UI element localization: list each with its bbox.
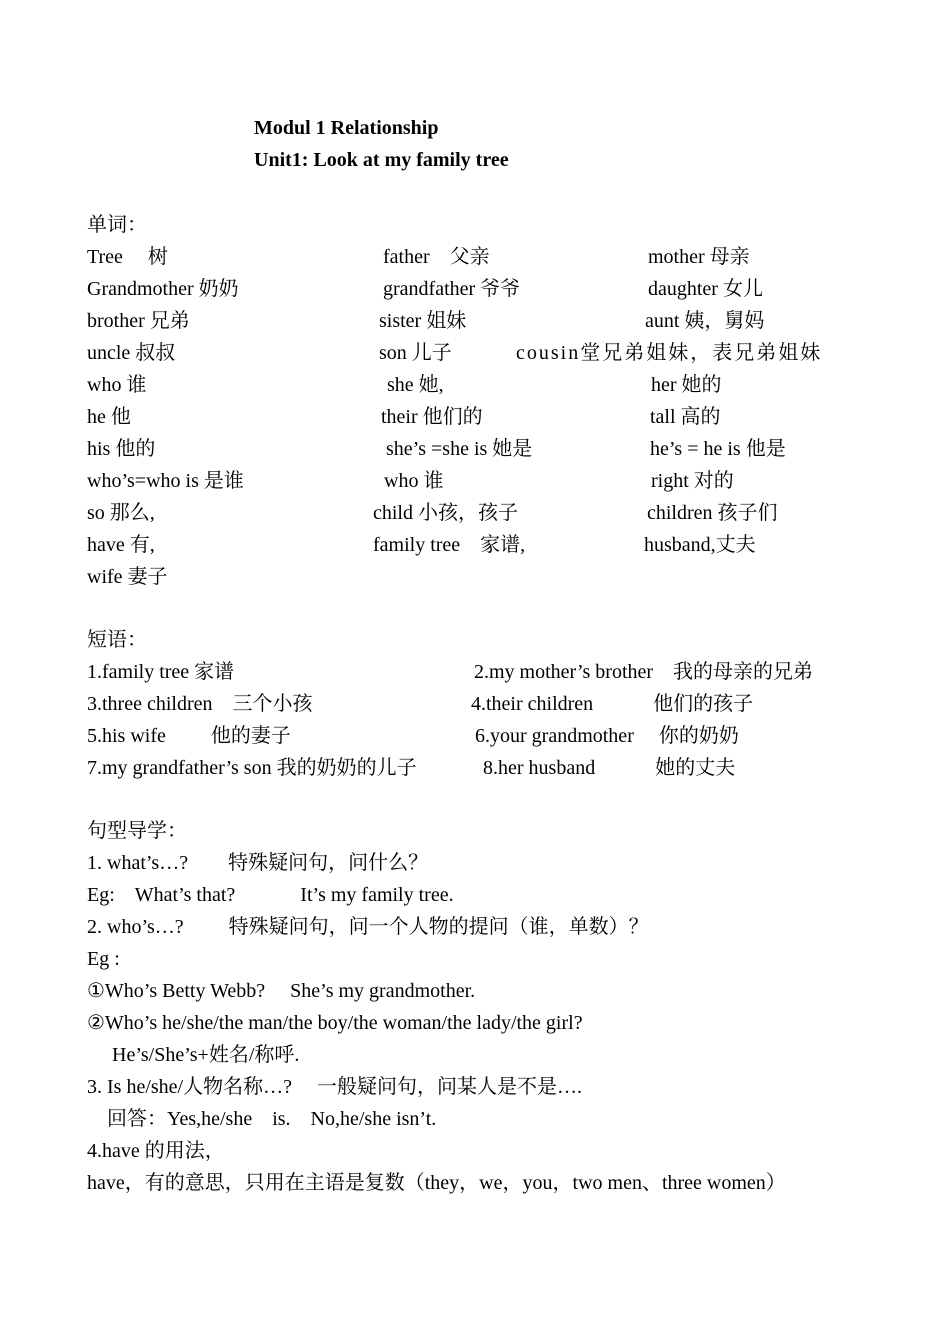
vocab-cell: so 那么, [87,502,155,524]
patterns-label: 句型导学： [87,820,187,842]
vocab-row [0,468,950,498]
vocab-cell: right 对的 [651,470,734,492]
phrase-cell: 6.your grandmother 你的奶奶 [475,725,739,747]
pattern-line: Eg : [87,948,120,970]
vocab-cell: she’s =she is 她是 [386,438,533,460]
vocab-row [0,276,950,306]
vocab-cell: mother 母亲 [648,246,750,268]
pattern-line: 回答：Yes,he/she is. No,he/she isn’t. [87,1108,437,1130]
phrase-row [0,659,950,689]
vocab-cell: who 谁 [87,374,147,396]
pattern-line: have，有的意思，只用在主语是复数（they，we，you，two men、three women） [87,1172,786,1194]
vocab-cell: wife 妻子 [87,566,168,588]
vocab-row [0,532,950,562]
pattern-line: 4.have 的用法， [87,1140,225,1162]
vocab-cell: children 孩子们 [647,502,778,524]
phrase-row [0,691,950,721]
phrase-cell: 3.three children 三个小孩 [87,693,313,715]
vocab-cell: son 儿子 [379,342,452,364]
vocab-row [0,564,950,594]
vocab-cell: have 有, [87,534,155,556]
pattern-line: ②Who’s he/she/the man/the boy/the woman/the lady/the girl? [87,1012,583,1034]
phrase-cell: 2.my mother’s brother 我的母亲的兄弟 [474,661,814,683]
vocab-cell: he’s = he is 他是 [650,438,786,460]
phrase-cell: 1.family tree 家谱 [87,661,235,683]
vocab-cell: brother 兄弟 [87,310,190,332]
vocab-row [0,372,950,402]
vocab-cell: husband,丈夫 [644,534,756,556]
vocab-row [0,340,950,370]
vocab-cell: aunt 姨，舅妈 [645,310,765,332]
vocab-cell: his 他的 [87,438,156,460]
vocab-cell: sister 姐妹 [379,310,467,332]
module-title: Modul 1 Relationship [254,117,439,139]
vocab-cell: child 小孩，孩子 [373,502,518,524]
unit-title: Unit1: Look at my family tree [254,149,509,171]
vocab-cell: who’s=who is 是谁 [87,470,244,492]
pattern-line: ①Who’s Betty Webb? She’s my grandmother. [87,980,476,1002]
vocab-cell: uncle 叔叔 [87,342,176,364]
phrase-cell: 8.her husband 她的丈夫 [483,757,736,779]
vocab-row [0,436,950,466]
vocab-cell: he 他 [87,406,131,428]
vocab-row [0,500,950,530]
vocab-cell: grandfather 爷爷 [383,278,521,300]
vocab-cell: tall 高的 [650,406,721,428]
pattern-line: 2. who’s…? 特殊疑问句，问一个人物的提问（谁，单数）？ [87,916,649,938]
phrase-row [0,723,950,753]
vocab-cell: Grandmother 奶奶 [87,278,239,300]
vocab-cell: Tree 树 [87,246,168,268]
vocab-cell: their 他们的 [381,406,483,428]
vocab-cell: her 她的 [651,374,722,396]
vocab-cell: father 父亲 [383,246,490,268]
phrases-label: 短语： [87,629,147,651]
vocab-row [0,244,950,274]
phrase-cell: 5.his wife 他的妻子 [87,725,291,747]
vocab-cell: she 她, [387,374,444,396]
phrase-row [0,755,950,785]
pattern-line: Eg: What’s that? It’s my family tree. [87,884,454,906]
vocab-cell: cousin堂兄弟姐妹，表兄弟姐妹 [516,342,823,364]
vocab-label: 单词： [87,214,147,236]
phrase-cell: 7.my grandfather’s son 我的奶奶的儿子 [87,757,417,779]
vocab-cell: daughter 女儿 [648,278,763,300]
pattern-line: 1. what’s…? 特殊疑问句，问什么？ [87,852,429,874]
vocab-row [0,404,950,434]
phrase-cell: 4.their children 他们的孩子 [471,693,754,715]
vocab-cell: family tree 家谱, [373,534,526,556]
pattern-line: He’s/She’s+姓名/称呼. [87,1044,300,1066]
vocab-row [0,308,950,338]
pattern-line: 3. Is he/she/人物名称…? 一般疑问句，问某人是不是…. [87,1076,582,1098]
vocab-cell: who 谁 [384,470,444,492]
